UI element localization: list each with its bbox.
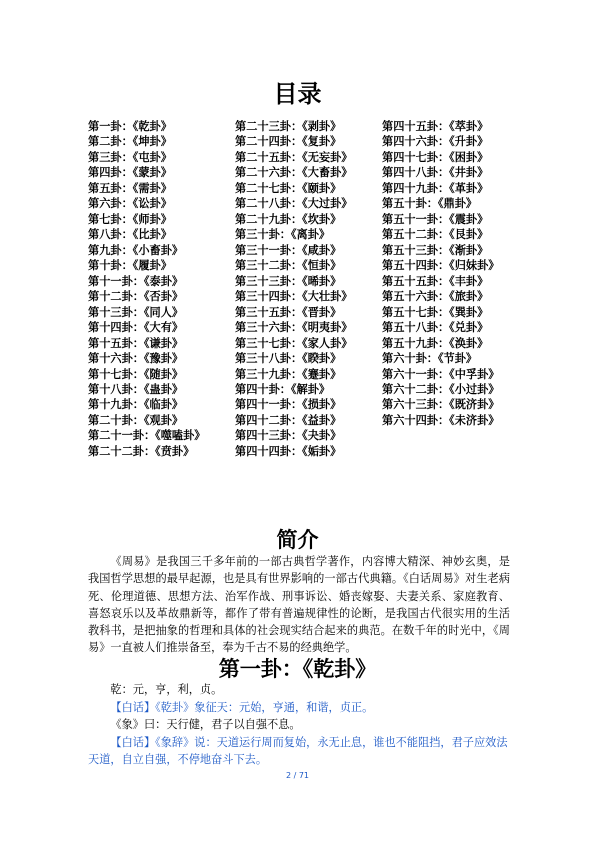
toc-column-3 [382, 119, 499, 428]
toc-entry[interactable]: 第五十四卦：《归妹卦》 [382, 258, 500, 273]
toc-entry[interactable]: 第十二卦：《否卦》 [88, 289, 184, 304]
toc-entry[interactable]: 第二十九卦：《坎卦》 [235, 211, 342, 226]
toc-entry[interactable]: 第二十一卦：《噬嗑卦》 [88, 428, 206, 443]
toc-entry[interactable]: 第二十四卦：《复卦》 [235, 134, 342, 149]
toc-entry[interactable]: 第八卦：《比卦》 [88, 227, 172, 242]
toc-entry[interactable]: 第三十三卦：《晞卦》 [235, 273, 342, 288]
toc-entry[interactable]: 第十一卦：《泰卦》 [88, 273, 184, 288]
toc-entry[interactable]: 第六卦：《讼卦》 [88, 196, 172, 211]
toc-entry[interactable]: 第三十九卦：《蹇卦》 [235, 366, 342, 381]
toc-entry[interactable]: 第四十卦：《解卦》 [235, 381, 331, 396]
toc-entry[interactable]: 第六十一卦：《中孚卦》 [382, 366, 500, 381]
toc-entry[interactable]: 第二十八卦：《大过卦》 [235, 196, 353, 211]
toc-entry[interactable]: 第四十六卦：《升卦》 [382, 134, 489, 149]
toc-entry[interactable]: 第三十八卦：《睽卦》 [235, 351, 342, 366]
toc-entry[interactable]: 第三十五卦：《晋卦》 [235, 304, 342, 319]
toc-title: 目录 [273, 80, 322, 108]
intro-paragraph: 《周易》是我国三千多年前的一部古典哲学著作，内容博大精深、神妙玄奥，是我国哲学思想的最早起源，也是具有世界影响的一部古代典籍。《白话周易》对生老病死、伦理道德、思想方法、治军作战、刑事诉讼、婚丧嫁娶、夫妻关系、家庭教育、喜怒哀乐以及革故鼎新等，都作了带有普遍规律性的论断，是我国古代很实用的生活教科书，是把抽象的哲理和具体的社会现实结合起来的典范。在数千年的时光中，《周易》一直被人们推崇备至，奉为千古不易的经典绝学。 [88, 555, 510, 655]
toc-entry[interactable]: 第三十四卦：《大壮卦》 [235, 289, 353, 304]
toc-entry[interactable]: 第三卦：《屯卦》 [88, 149, 172, 164]
toc-entry[interactable]: 第四十三卦：《夬卦》 [235, 428, 342, 443]
toc-entry[interactable]: 第十四卦：《大有》 [88, 320, 184, 335]
toc-entry[interactable]: 第五十八卦：《兑卦》 [382, 320, 489, 335]
toc-entry[interactable]: 第五十五卦：《丰卦》 [382, 273, 489, 288]
toc-entry[interactable]: 第三十一卦：《咸卦》 [235, 242, 342, 257]
toc-entry[interactable]: 第三十六卦：《明夷卦》 [235, 320, 353, 335]
toc-entry[interactable]: 第十八卦：《蛊卦》 [88, 381, 184, 396]
toc-entry[interactable]: 第四卦：《蒙卦》 [88, 165, 172, 180]
vernacular-translation: 【白话】《乾卦》象征天：元始，亨通，和谐，贞正。 [110, 700, 374, 714]
toc-entry[interactable]: 第六十卦：《节卦》 [382, 351, 478, 366]
toc-entry[interactable]: 第五十二卦：《艮卦》 [382, 227, 489, 242]
toc-entry[interactable]: 第二十五卦：《无妄卦》 [235, 149, 353, 164]
toc-entry[interactable]: 第五十三卦：《渐卦》 [382, 242, 489, 257]
toc-entry[interactable]: 第四十一卦：《损卦》 [235, 397, 342, 412]
toc-entry[interactable]: 第三十二卦：《恒卦》 [235, 258, 342, 273]
toc-entry[interactable]: 第一卦：《乾卦》 [88, 119, 172, 133]
vernacular-xiang-translation: 【白话】《象辞》说：天道运行周而复始，永无止息，谁也不能阻挡，君子应效法天道，自立自强，不停地奋斗下去。 [88, 735, 508, 766]
toc-entry[interactable]: 第七卦：《师卦》 [88, 211, 172, 226]
toc-entry[interactable]: 第五十七卦：《巽卦》 [382, 304, 489, 319]
toc-entry[interactable]: 第二卦：《坤卦》 [88, 134, 172, 149]
toc-entry[interactable]: 第五卦：《需卦》 [88, 180, 172, 195]
toc-entry[interactable]: 第三十七卦：《家人卦》 [235, 335, 353, 350]
intro-title: 简介 [276, 528, 319, 552]
toc-entry[interactable]: 第四十二卦：《益卦》 [235, 412, 342, 427]
toc-entry[interactable]: 第四十八卦：《井卦》 [382, 165, 489, 180]
toc-entry[interactable]: 第十三卦：《同人》 [88, 304, 184, 319]
toc-entry[interactable]: 第二十二卦：《贲卦》 [88, 443, 195, 458]
toc-column-2 [235, 119, 352, 459]
toc-entry[interactable]: 第六十三卦：《既济卦》 [382, 397, 500, 412]
toc-entry[interactable]: 第六十二卦：《小过卦》 [382, 381, 500, 396]
xiang-text: 《象》曰：天行健，君子以自强不息。 [110, 718, 301, 731]
toc-entry[interactable]: 第二十三卦：《剥卦》 [235, 119, 342, 133]
toc-entry[interactable]: 第四十七卦：《困卦》 [382, 149, 489, 164]
toc-entry[interactable]: 第二十七卦：《颐卦》 [235, 180, 342, 195]
toc-entry[interactable]: 第四十四卦：《姤卦》 [235, 443, 342, 458]
toc-entry[interactable]: 第五十九卦：《涣卦》 [382, 335, 489, 350]
toc-entry[interactable]: 第四十九卦：《革卦》 [382, 180, 489, 195]
chapter-body [88, 681, 510, 769]
toc-entry[interactable]: 第十七卦：《随卦》 [88, 366, 184, 381]
toc-entry[interactable]: 第五十卦：《鼎卦》 [382, 196, 478, 211]
page-number: 2 / 71 [285, 771, 310, 780]
toc-entry[interactable]: 第二十卦：《观卦》 [88, 412, 184, 427]
toc-entry[interactable]: 第六十四卦：《未济卦》 [382, 412, 500, 427]
toc-entry[interactable]: 第十卦：《履卦》 [88, 258, 172, 273]
toc-entry[interactable]: 第五十一卦：《震卦》 [382, 211, 489, 226]
chapter-title: 第一卦：《乾卦》 [218, 657, 377, 681]
toc-entry[interactable]: 第五十六卦：《旅卦》 [382, 289, 489, 304]
hexagram-text: 乾：元，亨，利，贞。 [110, 683, 223, 696]
toc-entry[interactable]: 第二十六卦：《大畜卦》 [235, 165, 353, 180]
toc-entry[interactable]: 第三十卦：《离卦》 [235, 227, 331, 242]
toc-entry[interactable]: 第十六卦：《豫卦》 [88, 351, 184, 366]
toc-entry[interactable]: 第四十五卦：《萃卦》 [382, 119, 489, 133]
toc-column-1 [88, 119, 205, 459]
toc-entry[interactable]: 第十九卦：《临卦》 [88, 397, 184, 412]
toc-entry[interactable]: 第九卦：《小畜卦》 [88, 242, 184, 257]
toc-entry[interactable]: 第十五卦：《谦卦》 [88, 335, 184, 350]
